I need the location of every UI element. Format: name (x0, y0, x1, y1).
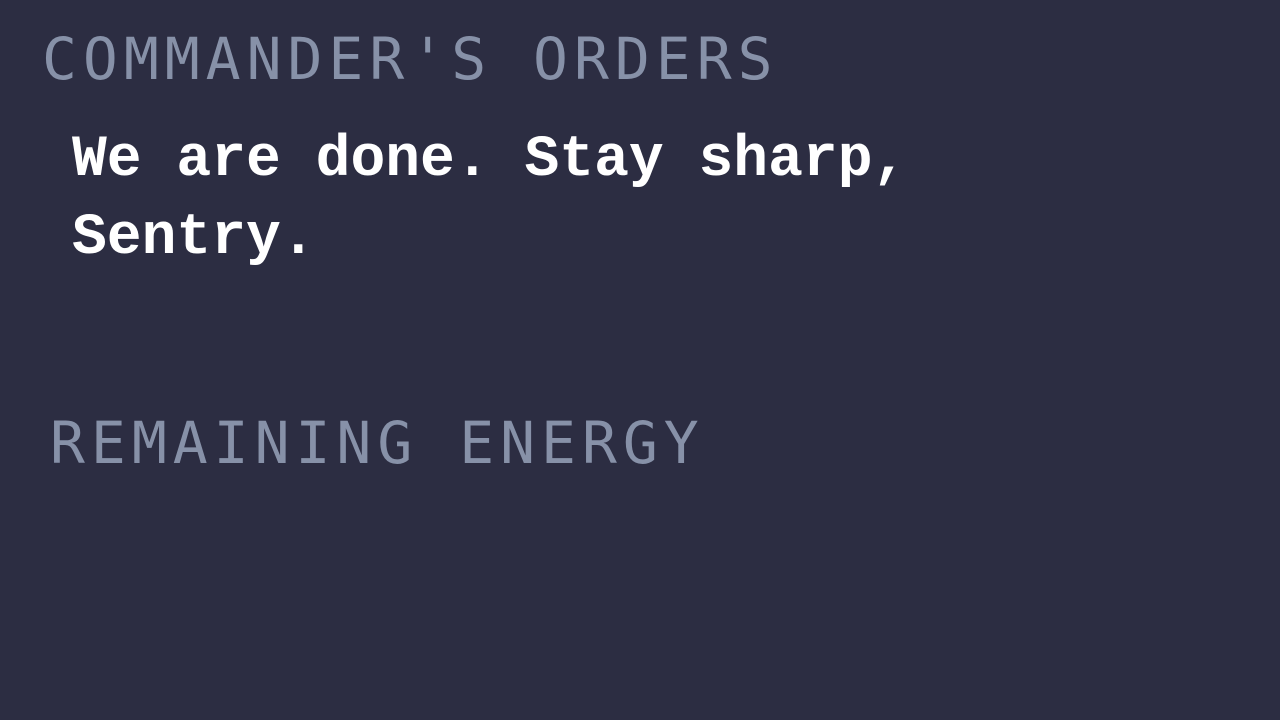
remaining-energy-heading: REMAINING ENERGY (50, 409, 705, 477)
commanders-orders-heading: COMMANDER'S ORDERS (42, 25, 779, 93)
orders-message: We are done. Stay sharp, Sentry. (72, 128, 908, 271)
